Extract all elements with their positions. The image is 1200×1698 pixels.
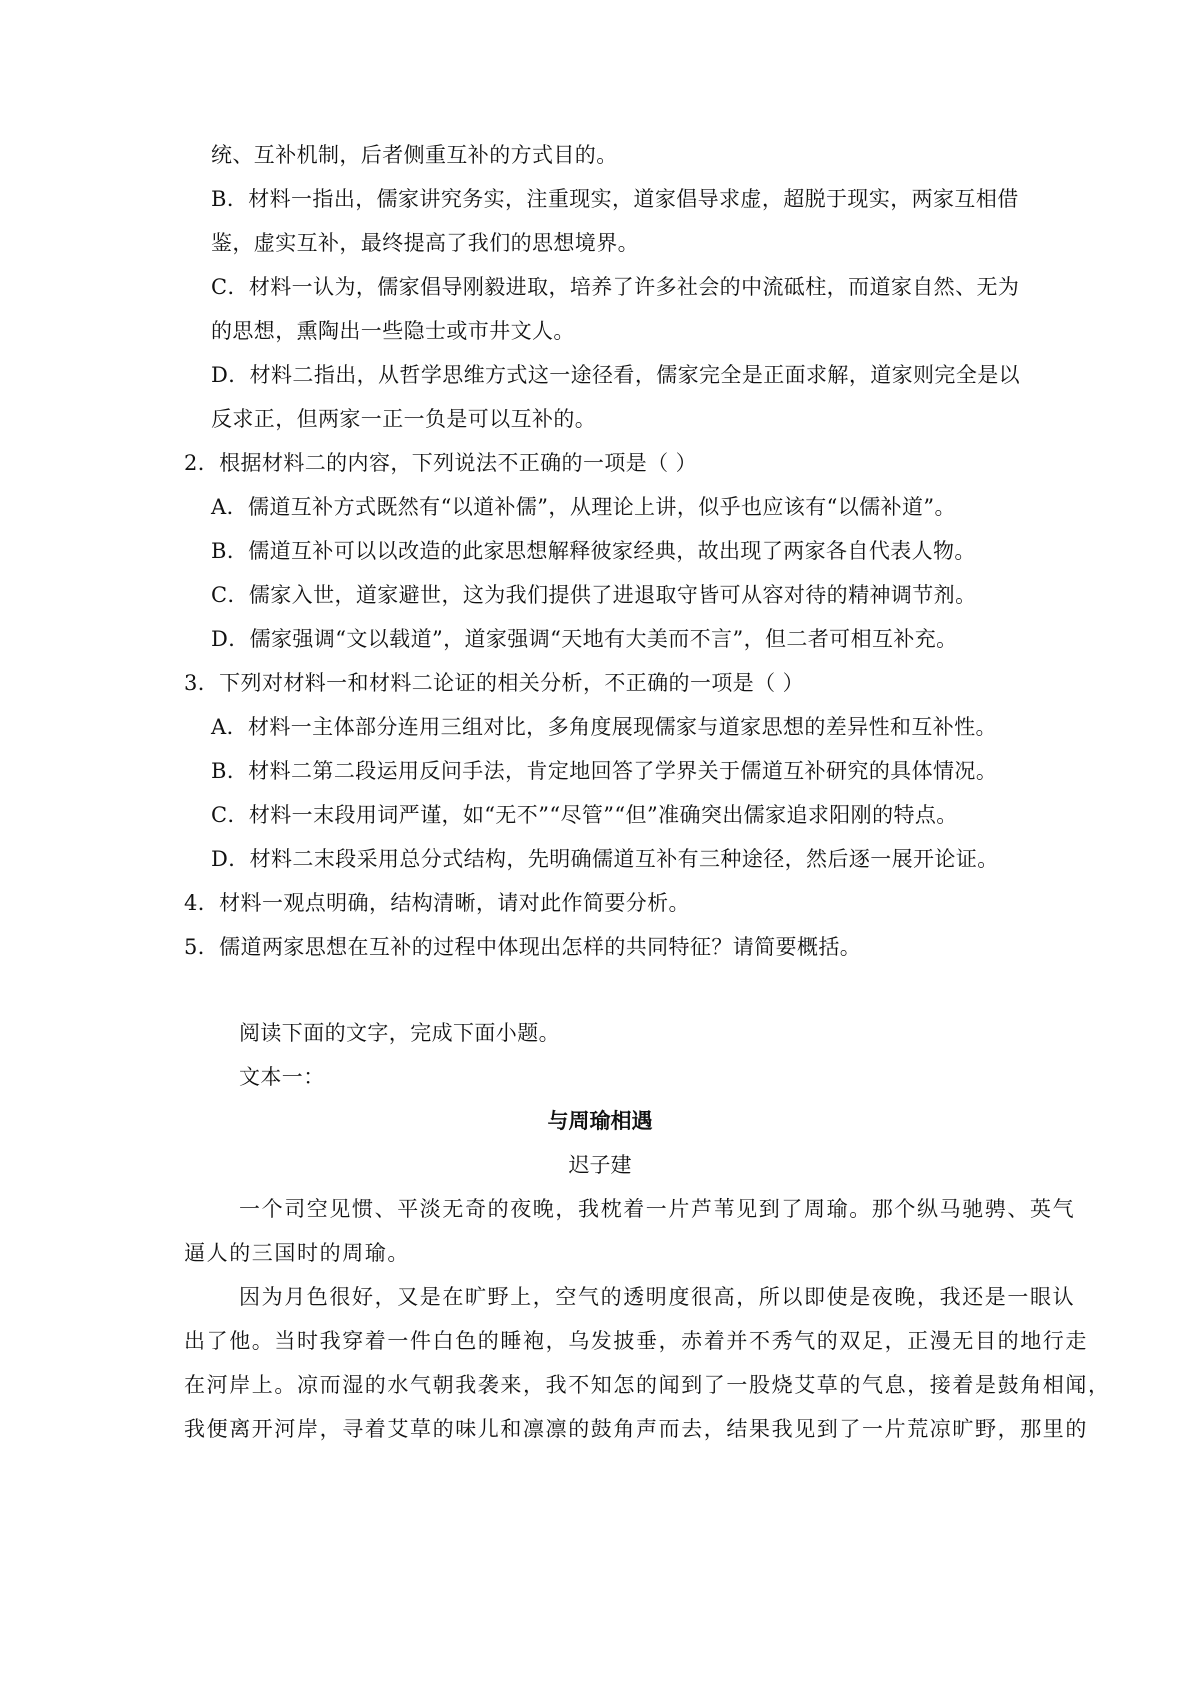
q3-option-b: B．材料二第二段运用反问手法，肯定地回答了学界关于儒道互补研究的具体情况。 <box>211 759 998 783</box>
q1-option-c-line1: C．材料一认为，儒家倡导刚毅进取，培养了许多社会的中流砥柱，而道家自然、无为 <box>211 275 1020 299</box>
paragraph-2-line-2: 出了他。当时我穿着一件白色的睡袍，乌发披垂，赤着并不秀气的双足，正漫无目的地行走 <box>184 1329 1088 1353</box>
q2-option-d: D．儒家强调“文以载道”，道家强调“天地有大美而不言”，但二者可相互补充。 <box>211 627 958 651</box>
q4-stem: 4．材料一观点明确，结构清晰，请对此作简要分析。 <box>184 891 690 915</box>
q5-stem: 5．儒道两家思想在互补的过程中体现出怎样的共同特征？请简要概括。 <box>184 935 862 959</box>
q3-option-d: D．材料二末段采用总分式结构，先明确儒道互补有三种途径，然后逐一展开论证。 <box>211 847 999 871</box>
q1-option-c-line2: 的思想，熏陶出一些隐士或市井文人。 <box>211 319 575 343</box>
q3-stem: 3．下列对材料一和材料二论证的相关分析，不正确的一项是（ ） <box>184 671 805 695</box>
paragraph-1-line-2: 逼人的三国时的周瑜。 <box>184 1241 410 1265</box>
reading-instruction: 阅读下面的文字，完成下面小题。 <box>239 1021 560 1045</box>
q3-option-c: C．材料一末段用词严谨，如“无不”“尽管”“但”准确突出儒家追求阳刚的特点。 <box>211 803 958 827</box>
paragraph-2-line-4: 我便离开河岸，寻着艾草的味儿和凛凛的鼓角声而去，结果我见到了一片荒凉旷野，那里的 <box>184 1417 1088 1441</box>
text-one-label: 文本一： <box>239 1065 325 1089</box>
paragraph-2-line-3: 在河岸上。凉而湿的水气朝我袭来，我不知怎的闻到了一股烧艾草的气息，接着是鼓角相闻， <box>184 1373 1111 1397</box>
q2-option-a: A．儒道互补方式既然有“以道补儒”，从理论上讲，似乎也应该有“以儒补道”。 <box>211 495 956 519</box>
q1-option-a-continuation: 统、互补机制，后者侧重互补的方式目的。 <box>211 143 618 167</box>
q2-option-b: B．儒道互补可以以改造的此家思想解释彼家经典，故出现了两家各自代表人物。 <box>211 539 976 563</box>
q2-stem: 2．根据材料二的内容，下列说法不正确的一项是（ ） <box>184 451 698 475</box>
q3-option-a: A．材料一主体部分连用三组对比，多角度展现儒家与道家思想的差异性和互补性。 <box>211 715 997 739</box>
q1-option-b-line2: 鉴，虚实互补，最终提高了我们的思想境界。 <box>211 231 639 255</box>
story-author: 迟子建 <box>568 1153 632 1177</box>
q1-option-d-line1: D．材料二指出，从哲学思维方式这一途径看，儒家完全是正面求解，道家则完全是以 <box>211 363 1021 387</box>
q1-option-d-line2: 反求正，但两家一正一负是可以互补的。 <box>211 407 597 431</box>
q1-option-b-line1: B．材料一指出，儒家讲究务实，注重现实，道家倡导求虚，超脱于现实，两家互相借 <box>211 187 1019 211</box>
q2-option-c: C．儒家入世，道家避世，这为我们提供了进退取守皆可从容对待的精神调节剂。 <box>211 583 977 607</box>
paragraph-1-line-1: 一个司空见惯、平淡无奇的夜晚，我枕着一片芦苇见到了周瑜。那个纵马驰骋、英气 <box>239 1197 1076 1221</box>
story-title: 与周瑜相遇 <box>547 1109 653 1133</box>
paragraph-2-line-1: 因为月色很好，又是在旷野上，空气的透明度很高，所以即使是夜晚，我还是一眼认 <box>239 1285 1076 1309</box>
